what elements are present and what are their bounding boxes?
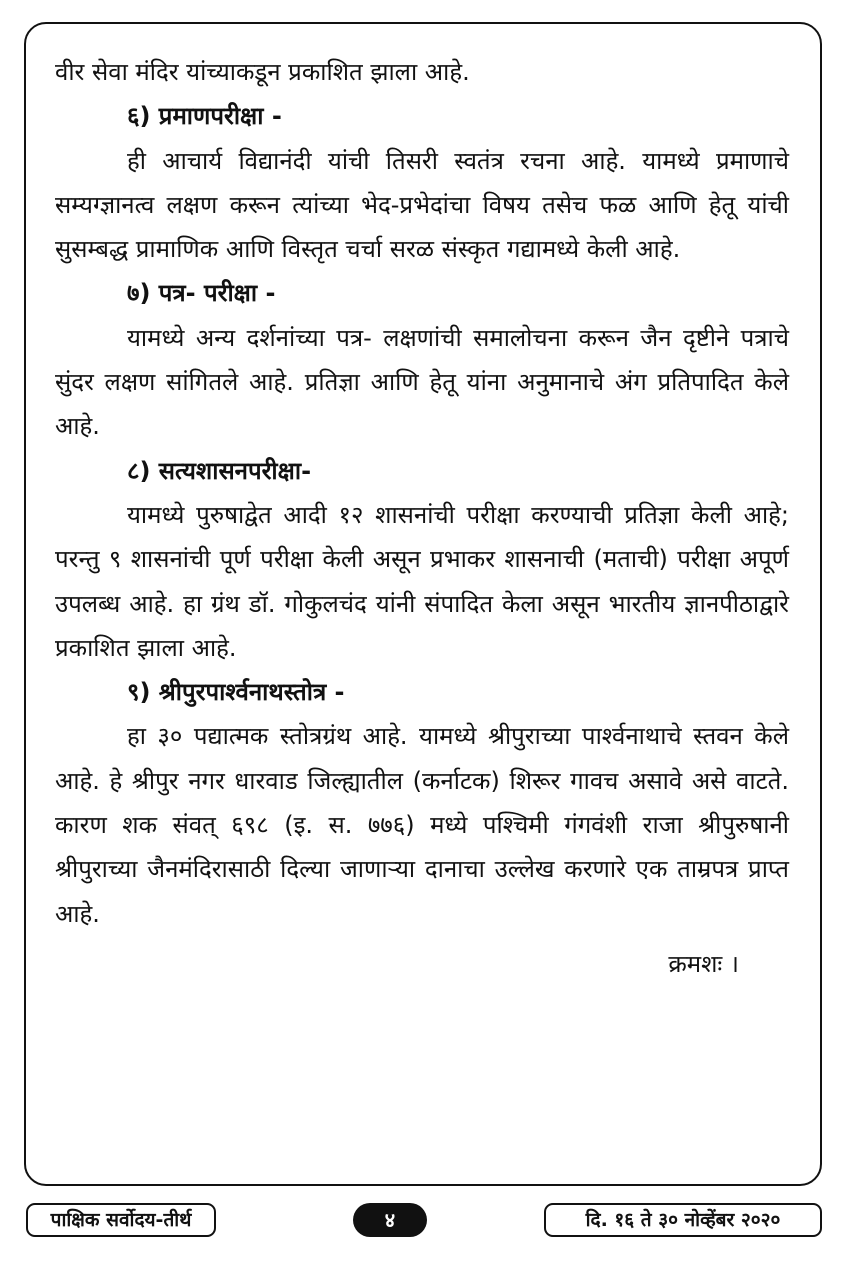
paragraph-section-9: हा ३० पद्यात्मक स्तोत्रग्रंथ आहे. यामध्ये श्रीपुराच्या पार्श्वनाथाचे स्तवन केले आहे. हे श्रीपुर नगर धारवाड जिल्ह्यातील (कर्नाटक) शिरूर गावच असावे असे वाटते. कारण शक संवत् ६९८ (इ. स. ७७६) मध्ये पश्चिमी गंगवंशी राजा श्रीपुरुषानी श्रीपुराच्या जैनमंदिरासाठी दिल्या जाणाऱ्या दानाचा उल्लेख करणारे एक ताम्रपत्र प्राप्त आहे.: [55, 722, 789, 928]
article-body: [55, 50, 789, 986]
section-heading-9: ९) श्रीपुरपार्श्वनाथस्तोत्र -: [127, 678, 345, 707]
section-heading-6: ६) प्रमाणपरीक्षा -: [127, 102, 282, 131]
footer-issue-date: दि. १६ ते ३० नोव्हेंबर २०२०: [544, 1203, 822, 1237]
footer-page-number: ४: [353, 1203, 427, 1237]
footer-publication-name: पाक्षिक सर्वोदय-तीर्थ: [26, 1203, 216, 1237]
paragraph-continuation: वीर सेवा मंदिर यांच्याकडून प्रकाशित झाला आहे.: [55, 58, 470, 86]
paragraph-section-7: यामध्ये अन्य दर्शनांच्या पत्र- लक्षणांची समालोचना करून जैन दृष्टीने पत्राचे सुंदर लक्षण सांगितले आहे. प्रतिज्ञा आणि हेतू यांना अनुमानाचे अंग प्रतिपादित केले आहे.: [55, 323, 789, 441]
paragraph-section-8: यामध्ये पुरुषाद्वेत आदी १२ शासनांची परीक्षा करण्याची प्रतिज्ञा केली आहे; परन्तु ९ शासनांची पूर्ण परीक्षा केली असून प्रभाकर शासनाची (मताची) परीक्षा अपूर्ण उपलब्ध आहे. हा ग्रंथ डॉ. गोकुलचंद यांनी संपादित केला असून भारतीय ज्ञानपीठाद्वारे प्रकाशित झाला आहे.: [55, 500, 789, 662]
to-be-continued: क्रमशः ।: [668, 949, 739, 978]
section-heading-7: ७) पत्र- परीक्षा -: [127, 279, 276, 308]
section-heading-8: ८) सत्यशासनपरीक्षा-: [127, 456, 312, 485]
paragraph-section-6: ही आचार्य विद्यानंदी यांची तिसरी स्वतंत्र रचना आहे. यामध्ये प्रमाणाचे सम्यग्ज्ञानत्व लक्षण करून त्यांच्या भेद-प्रभेदांचा विषय तसेच फळ आणि हेतू यांची सुसम्बद्ध प्रामाणिक आणि विस्तृत चर्चा सरळ संस्कृत गद्यामध्ये केली आहे.: [55, 146, 789, 264]
